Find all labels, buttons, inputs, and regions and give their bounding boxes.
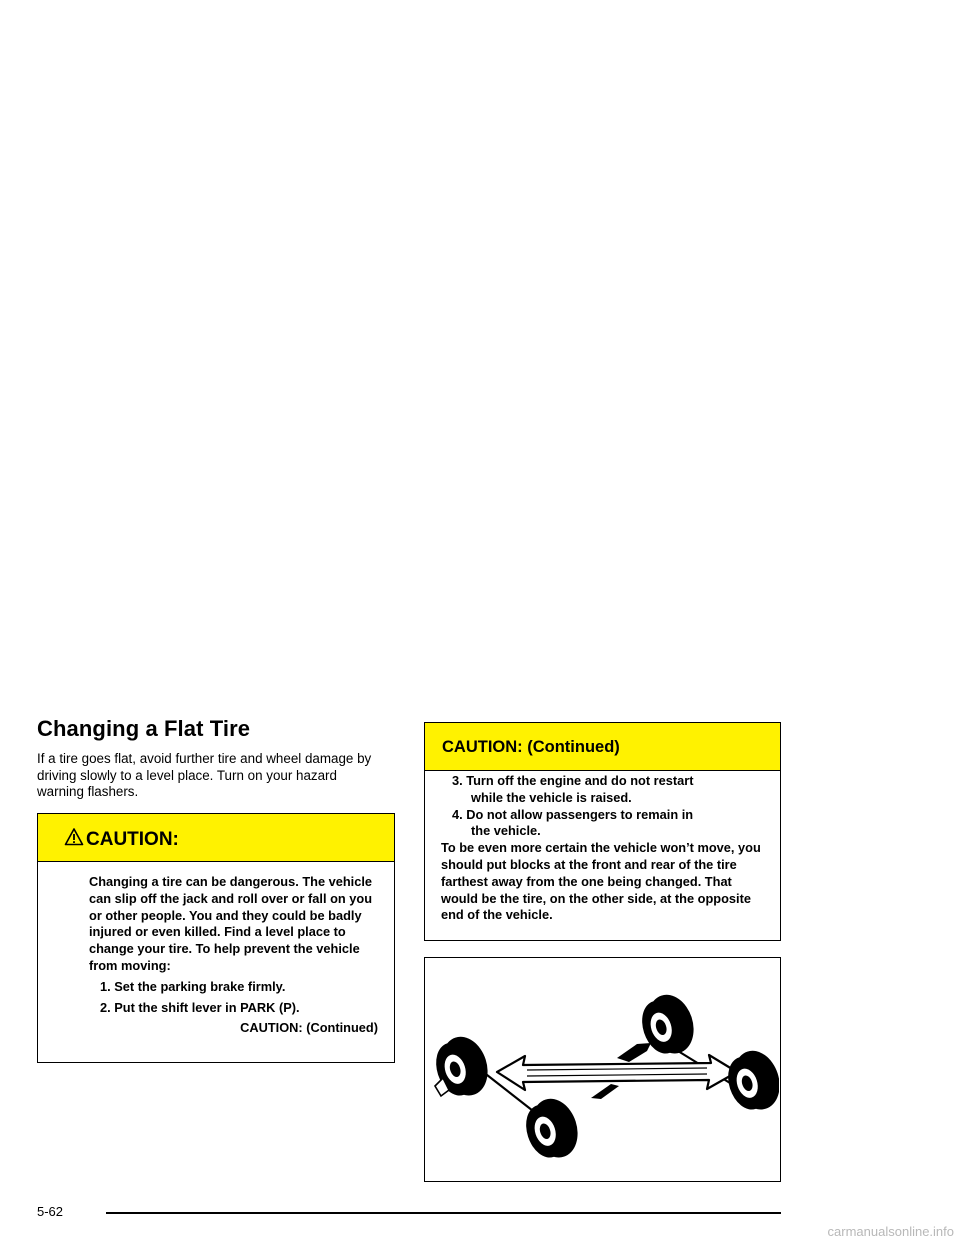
illustration-drawing: [425, 958, 779, 1180]
caution-step-1: 1. Set the parking brake firmly.: [100, 978, 286, 994]
warning-triangle-icon: [64, 827, 84, 847]
page-number: 5-62: [37, 1204, 64, 1219]
caution-step-4: 4. Do not allow passengers to remain in: [452, 806, 694, 822]
caution-continued-box: [424, 722, 781, 941]
caution-header: [38, 814, 394, 862]
tire-icon: [721, 1045, 779, 1118]
intro-paragraph: If a tire goes flat, avoid further tire and wheel damage by driving slowly to a level place. Turn on your hazard warning flashers.: [37, 751, 372, 799]
caution-body: [38, 862, 394, 1037]
caution-step-2: 2. Put the shift lever in PARK (P).: [100, 999, 300, 1015]
caution-step-3: 3. Turn off the engine and do not restart: [452, 773, 694, 788]
watermark-text: carmanualsonline.info: [827, 1224, 954, 1239]
caution-continued-title: CAUTION: (Continued): [442, 738, 620, 756]
tire-icon: [519, 1093, 585, 1166]
caution-title: CAUTION:: [86, 829, 179, 850]
caution-step-4-cont: the vehicle.: [471, 823, 541, 839]
wheel-block-icon: [617, 1043, 651, 1062]
tire-blocking-illustration: [424, 957, 781, 1182]
caution-continued: CAUTION: (Continued): [240, 1020, 378, 1036]
section-title: Changing a Flat Tire: [37, 716, 251, 741]
caution-continued-header: [425, 723, 780, 771]
caution-continued-text: To be even more certain the vehicle won’t move, you should put blocks at the front and rear of the tire farthest away from the one being changed. That would be the tire, on the other side, at the opposite end of the vehicle.: [441, 840, 761, 923]
caution-text: Changing a tire can be dangerous. The vehicle can slip off the jack and roll over or fall on you or other people. You and they could be badly injured or even killed. Find a level place to change your tire. To help prevent the vehicle from moving:: [89, 874, 373, 973]
caution-continued-body: [425, 771, 780, 924]
wheel-block-icon: [591, 1084, 619, 1099]
caution-step-3-cont: while the vehicle is raised.: [471, 789, 632, 805]
double-arrow-icon: [497, 1055, 737, 1090]
caution-box: [37, 813, 395, 1063]
footer-rule: [106, 1212, 781, 1214]
